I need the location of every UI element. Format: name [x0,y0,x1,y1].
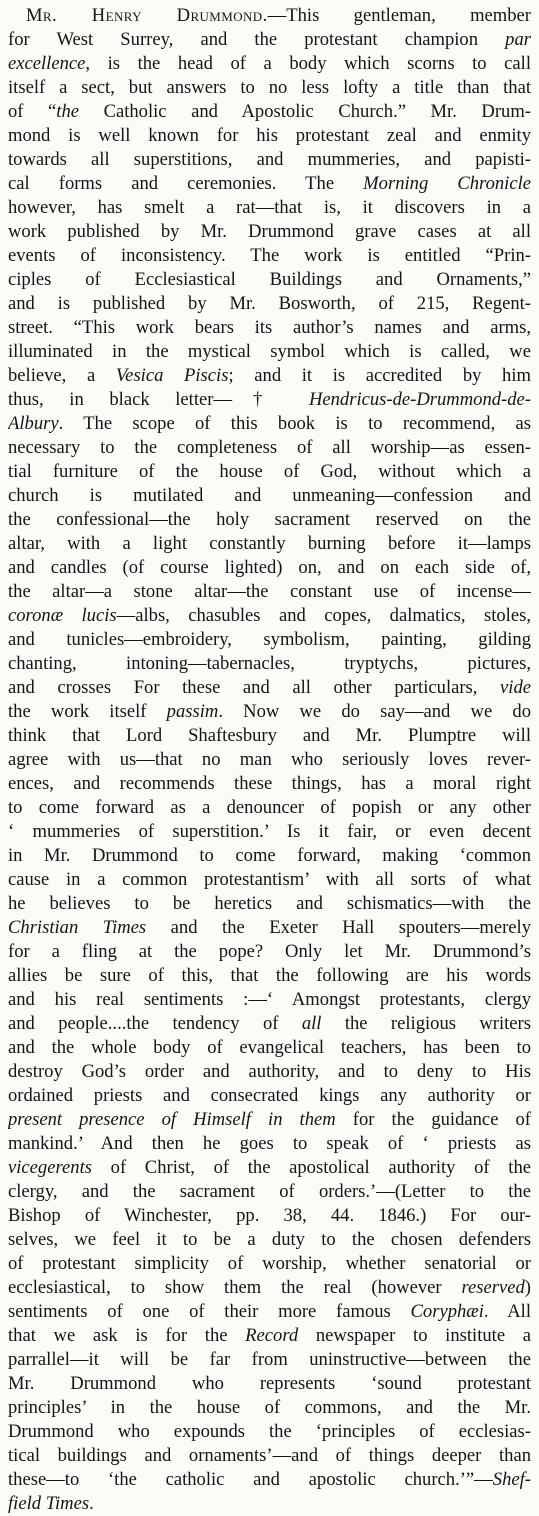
text-line [8,796,531,820]
text-line [8,604,531,628]
text-line [8,28,531,52]
text-segment: these—to ‘the catholic and apostolic church.’”— [8,1469,493,1490]
text-segment: however, has smelt a rat—that is, it discovers in a [8,197,531,218]
text-segment: and crosses For these and all other particulars, [8,677,501,698]
text-segment: of Christ, of the apostolical authority of the [91,1157,531,1178]
text-segment: for West Surrey, and the protestant champion [8,29,506,50]
text-segment: and candles (of course lighted) on, and on each side of, [8,557,531,578]
text-segment: mankind.’ And then he goes to speak of ‘ priests as [8,1133,531,1154]
text-line [8,916,531,940]
text-line [8,1204,531,1228]
text-segment: . The scope of this book is to recommend, as [58,413,531,434]
text-segment: . [89,1493,94,1514]
text-segment: tical buildings and ornaments’—and of things deeper than [8,1445,531,1466]
text-line [8,724,531,748]
text-line [8,532,531,556]
text-line [8,700,531,724]
italic-text: Record [245,1325,299,1346]
text-line [8,940,531,964]
text-segment: church is mutilated and unmeaning—confession and [8,485,531,506]
text-segment: ) [524,1277,531,1298]
text-line [8,412,531,436]
text-segment: that we ask is for the [8,1325,246,1346]
text-segment: think that Lord Shaftesbury and Mr. Plumptre will [8,725,531,746]
text-segment: believe, a [8,365,116,386]
text-line [8,172,531,196]
text-line [8,868,531,892]
text-line [8,844,531,868]
text-line [8,1372,531,1396]
text-line [8,748,531,772]
text-segment: Bishop of Winchester, pp. 38, 44. 1846.) For our- [8,1205,531,1226]
text-segment: ‘ mummeries of superstition.’ Is it fair, or even decent [8,821,531,842]
text-segment: the work itself [8,701,167,722]
italic-text: present presence of Himself in them [8,1109,336,1130]
text-line [8,652,531,676]
text-segment: to come forward as a denouncer of popish or any other [8,797,531,818]
italic-text: coronæ lucis [8,605,117,626]
text-segment: ences, and recommends these things, has a moral right [8,773,531,794]
text-line [8,892,531,916]
text-segment: for the guidance of [335,1109,531,1130]
text-segment: Drummond who expounds the ‘principles of ecclesias- [8,1421,531,1442]
text-line [8,1084,531,1108]
text-line [8,1108,531,1132]
text-line [8,1132,531,1156]
text-segment: and the whole body of evangelical teachers, has been to [8,1037,531,1058]
text-line [8,436,531,460]
text-line [8,580,531,604]
text-segment: destroy God’s order and authority, and to deny to His [8,1061,531,1082]
italic-text: field Times [8,1493,90,1514]
text-segment: ciples of Ecclesiastical Buildings and Ornaments,” [8,269,531,290]
small-caps-name: Mr. Henry Drummond. [26,5,268,26]
text-line [8,1180,531,1204]
text-line [8,1468,531,1492]
text-segment: principles’ in the house of commons, and the Mr. [8,1397,531,1418]
italic-text: Coryphæi [410,1301,484,1322]
text-line [8,1060,531,1084]
text-line [8,196,531,220]
italic-text: Albury [8,413,59,434]
text-line [8,676,531,700]
text-line [8,100,531,124]
text-segment: necessary to the completeness of all worship—as essen- [8,437,531,458]
text-segment: parrallel—it will be far from uninstructive—between the [8,1349,531,1370]
text-segment: —albs, chasubles and copes, dalmatics, stoles, [116,605,531,626]
text-line [8,820,531,844]
italic-text: all [301,1013,322,1034]
text-segment: ecclesiastical, to show them the real (however [8,1277,462,1298]
text-segment: newspaper to institute a [298,1325,531,1346]
text-segment: —This gentleman, member [267,5,531,26]
text-segment: events of inconsistency. The work is entitled “Prin- [8,245,531,266]
text-segment: altar, with a light constantly burning before it—lamps [8,533,531,554]
text-segment: he believes to be heretics and schismatics—with the [8,893,531,914]
text-line [8,268,531,292]
italic-text: Shef- [492,1469,531,1490]
text-line [8,556,531,580]
text-line [8,1324,531,1348]
text-line [8,988,531,1012]
text-segment: street. “This work bears its author’s names and arms, [8,317,531,338]
text-segment: , is the head of a body which scorns to call [85,53,531,74]
text-segment: tial furniture of the house of God, without which a [8,461,531,482]
text-line [8,148,531,172]
text-segment: cause in a common protestantism’ with all sorts of what [8,869,531,890]
text-line [8,316,531,340]
text-segment: . Now we do say—and we do [218,701,531,722]
italic-text: par [505,29,531,50]
text-segment: sentiments of one of their more famous [8,1301,411,1322]
text-segment: mond is well known for his protestant zeal and enmity [8,125,531,146]
italic-text: passim [166,701,219,722]
text-line [8,364,531,388]
text-line [8,1420,531,1444]
text-segment: in Mr. Drummond to come forward, making ‘common [8,845,531,866]
text-segment: itself a sect, but answers to no less lofty a title than that [8,77,531,98]
text-segment: and people....the tendency of [8,1013,302,1034]
italic-text: Morning Chronicle [363,173,531,194]
italic-text: reserved [461,1277,525,1298]
text-line [8,1396,531,1420]
text-line [8,772,531,796]
italic-text: Vesica Piscis [115,365,229,386]
text-line [8,76,531,100]
text-line [8,4,531,28]
text-segment: . All [483,1301,531,1322]
text-line [8,1276,531,1300]
text-segment: ordained priests and consecrated kings any authority or [8,1085,531,1106]
text-segment: cal forms and ceremonies. The [8,173,364,194]
text-segment: work published by Mr. Drummond grave cases at all [8,221,531,242]
text-segment: and tunicles—embroidery, symbolism, painting, gilding [8,629,531,650]
text-segment: clergy, and the sacrament of orders.’—(Letter to the [8,1181,531,1202]
text-segment: for a fling at the pope? Only let Mr. Drummond’s [8,941,531,962]
text-segment: illuminated in the mystical symbol which is called, we [8,341,531,362]
text-segment: the religious writers [321,1013,531,1034]
text-line [8,460,531,484]
text-segment: and is published by Mr. Bosworth, of 215, Regent- [8,293,531,314]
italic-text: vide [500,677,531,698]
text-segment: agree with us—that no man who seriously loves rever- [8,749,531,770]
text-line [8,1492,531,1516]
italic-text: excellence [8,53,86,74]
text-line [8,124,531,148]
text-segment: ; and it is accredited by him [228,365,531,386]
text-line [8,1228,531,1252]
text-segment: of “ [8,101,57,122]
text-segment: and his real sentiments :—‘ Amongst protestants, clergy [8,989,531,1010]
text-line [8,1036,531,1060]
text-line [8,292,531,316]
text-line [8,1252,531,1276]
text-line [8,964,531,988]
text-line [8,1156,531,1180]
text-segment: allies be sure of this, that the following are his words [8,965,531,986]
text-line [8,1348,531,1372]
text-line [8,220,531,244]
text-segment: towards all superstitions, and mummeries, and papisti- [8,149,531,170]
text-line [8,508,531,532]
italic-text: vicegerents [8,1157,92,1178]
text-segment: chanting, intoning—tabernacles, tryptychs, pictures, [8,653,531,674]
text-segment: Catholic and Apostolic Church.” Mr. Drum- [79,101,531,122]
text-line [8,1444,531,1468]
text-line [8,244,531,268]
text-segment: of protestant simplicity of worship, whether senatorial or [8,1253,531,1274]
text-segment: the confessional—the holy sacrament reserved on the [8,509,531,530]
text-line [8,388,531,412]
text-line [8,628,531,652]
text-line [8,1012,531,1036]
italic-text: Christian Times [8,917,147,938]
text-line [8,52,531,76]
text-line [8,340,531,364]
text-segment: Mr. Drummond who represents ‘sound protestant [8,1373,531,1394]
italic-text: the [56,101,80,122]
text-segment: thus, in black letter—† [8,389,309,410]
text-line [8,1300,531,1324]
text-line [8,484,531,508]
text-segment: selves, we feel it to be a duty to the chosen defenders [8,1229,531,1250]
text-segment: and the Exeter Hall spouters—merely [146,917,531,938]
text-segment: the altar—a stone altar—the constant use of incense— [8,581,531,602]
italic-text: Hendricus-de-Drummond-de- [308,389,531,410]
